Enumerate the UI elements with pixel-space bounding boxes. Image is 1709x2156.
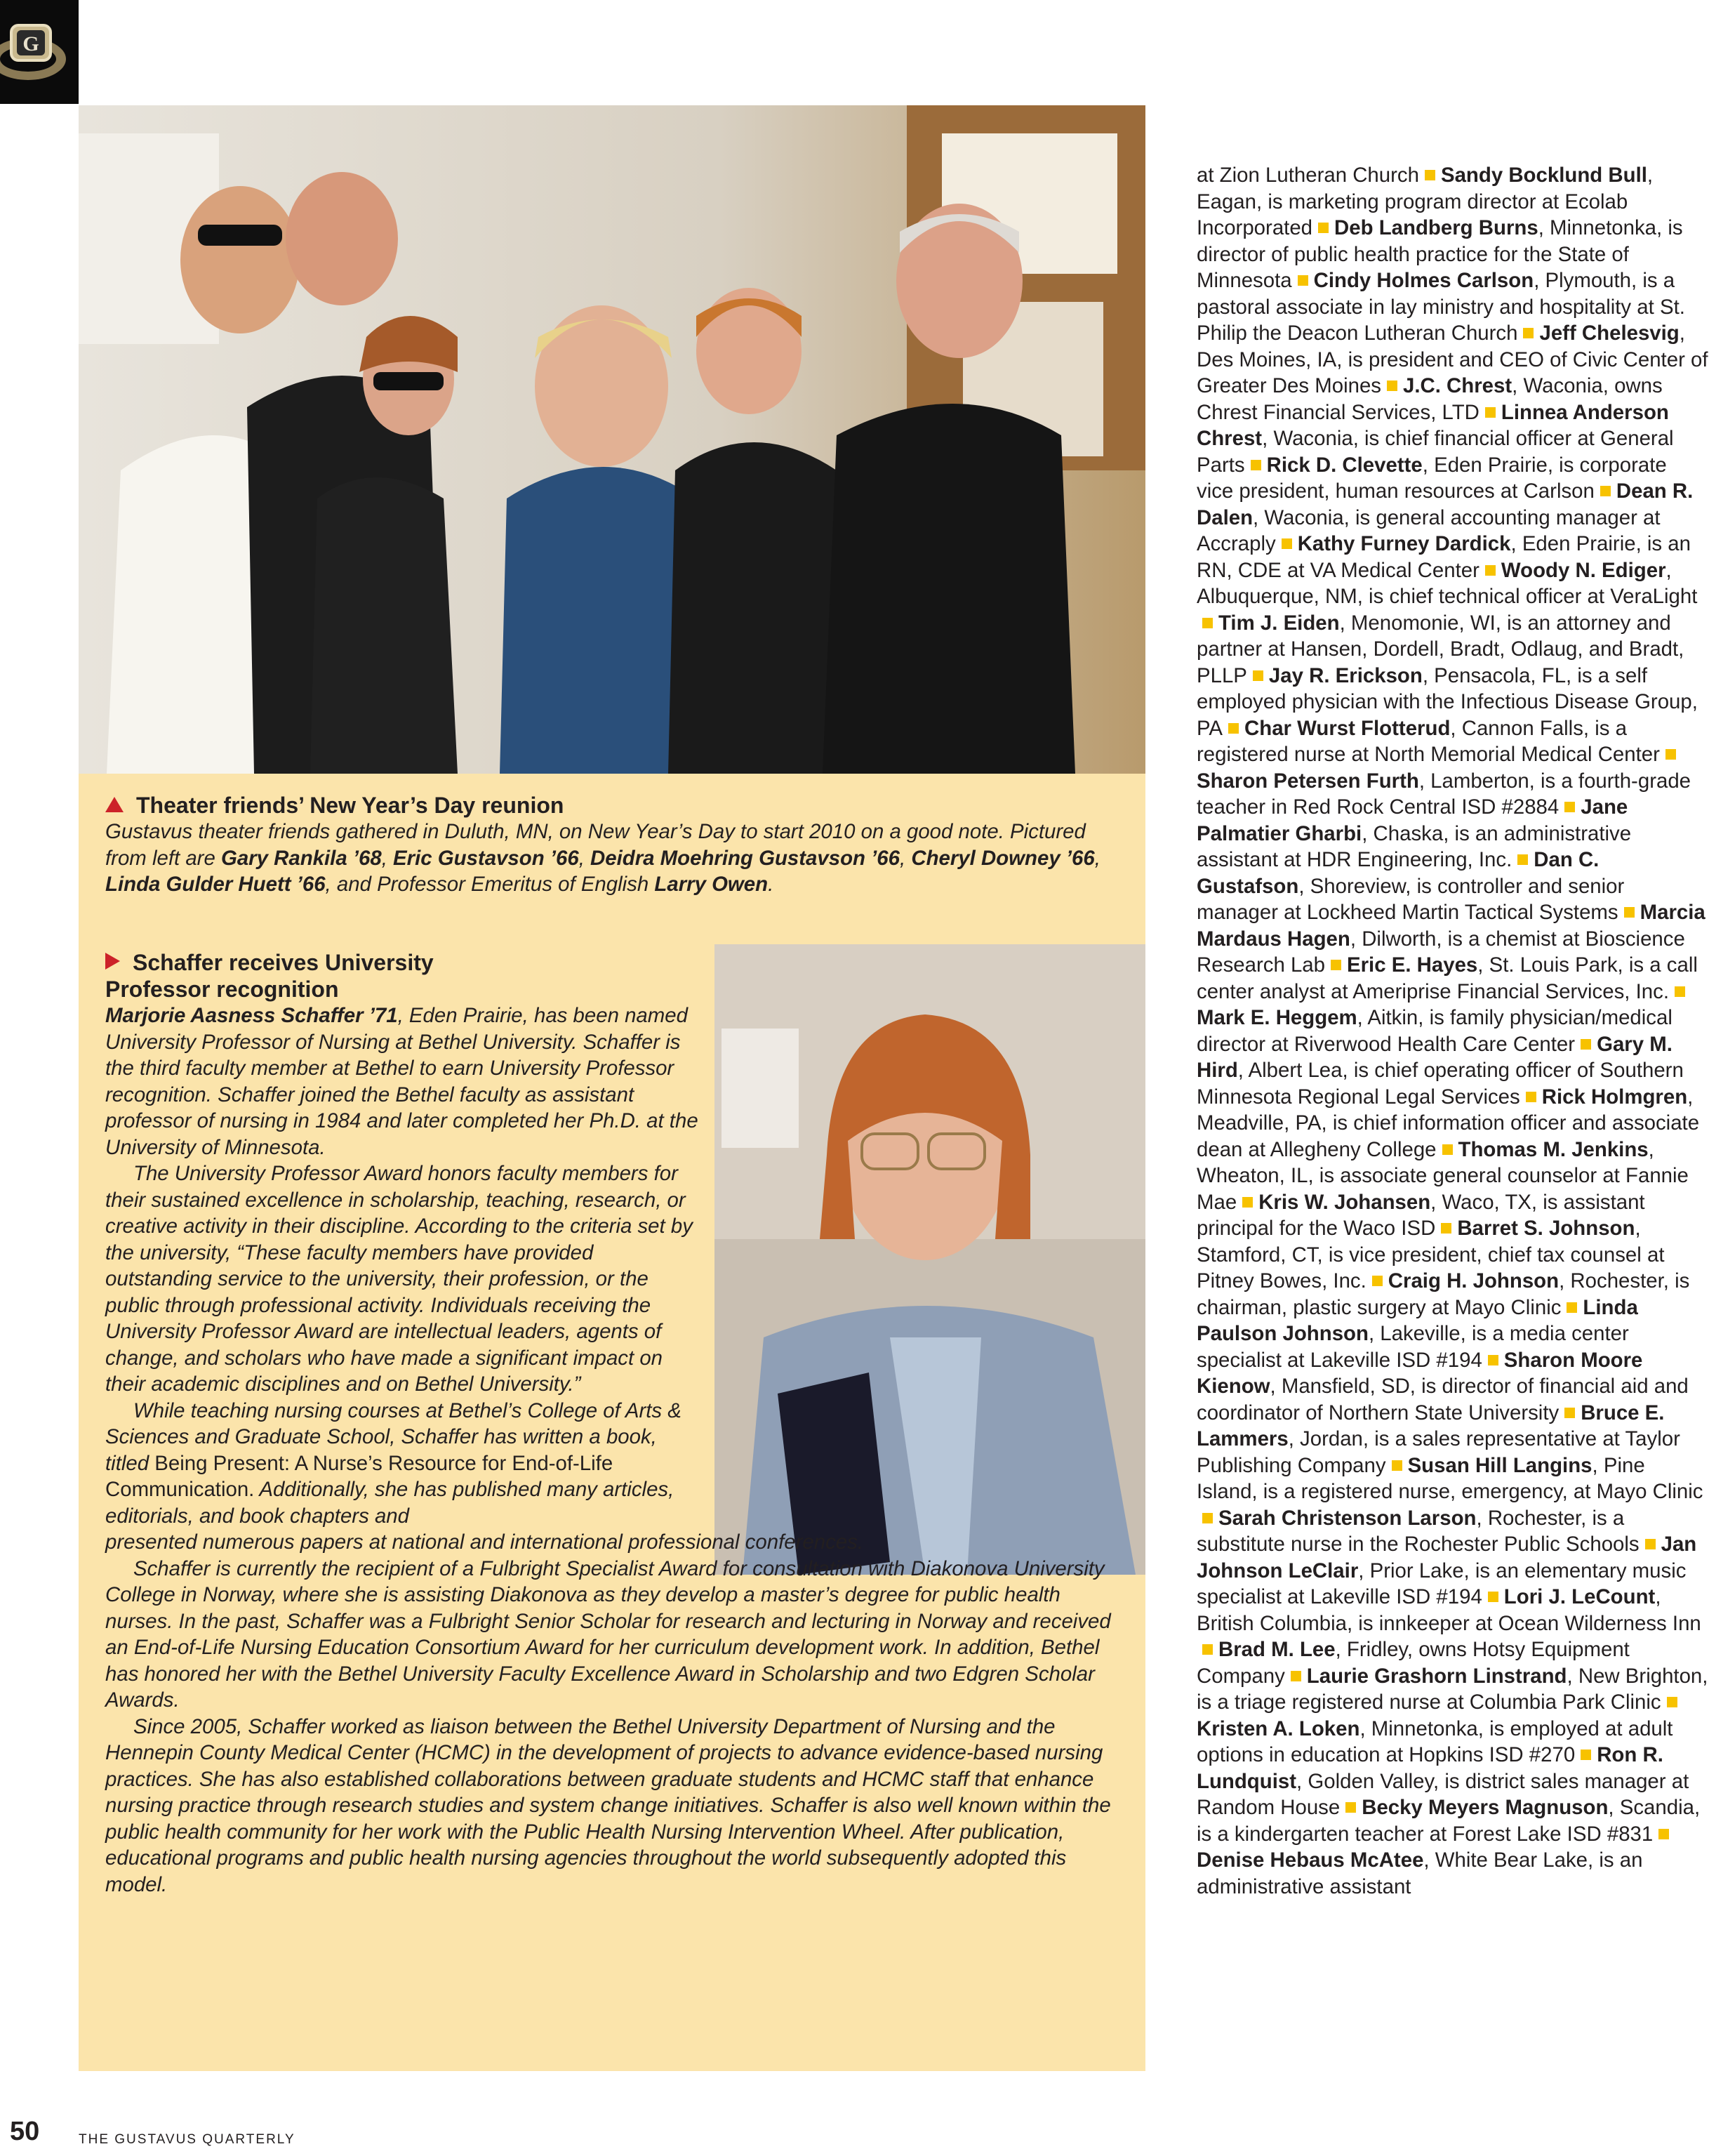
alumni-name: Eric E. Hayes — [1347, 953, 1478, 977]
alumni-name: Becky Meyers Magnuson — [1362, 1796, 1609, 1819]
bullet-square-icon — [1667, 1697, 1677, 1707]
alumni-name: Linnea Anderson Chrest — [1197, 400, 1669, 450]
alumni-name: Woody N. Ediger — [1501, 558, 1666, 582]
alumni-note: , Mansfield, SD, is director of financial aid and coordinator of Northern State University — [1197, 1375, 1689, 1424]
alumni-note: , White Bear Lake, is an administrative assistant — [1197, 1849, 1643, 1898]
caption-sep: , — [578, 846, 591, 870]
caption-sep: , and Professor Emeritus of English — [325, 873, 655, 896]
alumni-note: , Scandia, is a kindergarten teacher at Forest Lake ISD #831 — [1197, 1796, 1701, 1846]
bullet-square-icon — [1318, 223, 1329, 233]
bullet-square-icon — [1488, 1355, 1498, 1365]
alumni-note: , Golden Valley, is district sales manager at Random House — [1197, 1769, 1689, 1819]
bullet-square-icon — [1600, 486, 1611, 496]
alumni-note: , Menomonie, WI, is an attorney and partner at Hansen, Dordell, Bradt, Odlaug, and Bradt, PLLP — [1197, 611, 1684, 687]
schaffer-p4-text: Schaffer is currently the recipient of a Fulbright Specialist Award for consultation with Diakonova University College in Norway, where she is assisting Diakonova as they develop a master’s degree for public health nurses. In the past, Schaffer was a Fulbright Senior Scholar for research and lecturing in Norway and received an End-of-Life Nursing Education Consortium Award for her curriculum development work. In addition, Bethel has honored her with the Bethel University Faculty Excellence Award in Scholarship and two Edgren Scholar Awards. — [105, 1556, 1111, 1712]
bullet-square-icon — [1372, 1276, 1383, 1286]
caption-name: Gary Rankila ’68 — [220, 846, 382, 870]
bullet-square-icon — [1331, 960, 1341, 970]
schaffer-article — [105, 949, 1130, 1898]
schaffer-title — [105, 949, 1130, 1003]
alumni-name: Sharon Moore Kienow — [1197, 1348, 1643, 1398]
alumni-note: , Plymouth, is a pastoral associate in lay ministry and hospitality at St. Philip the Deacon Lutheran Church — [1197, 269, 1685, 345]
schaffer-title-line2: Professor recognition — [105, 977, 339, 1002]
bullet-square-icon — [1645, 1539, 1656, 1549]
alumni-note: , Meadville, PA, is chief information officer and associate dean at Allegheny College — [1197, 1085, 1700, 1161]
bullet-square-icon — [1567, 1302, 1577, 1313]
alumni-note: , Lakeville, is a media center specialist at Lakeville ISD #194 — [1197, 1322, 1629, 1372]
bullet-square-icon — [1526, 1092, 1536, 1102]
alumni-name: Brad M. Lee — [1218, 1638, 1336, 1661]
caption-name: Deidra Moehring Gustavson ’66 — [590, 846, 900, 870]
schaffer-paragraph — [105, 1003, 702, 1160]
schaffer-name: Marjorie Aasness Schaffer ’71 — [105, 1004, 398, 1027]
alumni-note: , Waconia, is general accounting manager at Accraply — [1197, 505, 1661, 555]
alumni-note: , St. Louis Park, is a call center analyst at Ameriprise Financial Services, Inc. — [1197, 953, 1698, 1003]
alumni-note: , Minnetonka, is employed at adult options in education at Hopkins ISD #270 — [1197, 1717, 1673, 1766]
bullet-square-icon — [1202, 1513, 1213, 1523]
alumni-name: Dan C. Gustafson — [1197, 848, 1600, 898]
schaffer-paragraph — [105, 1714, 1130, 1898]
caption-sep: . — [768, 873, 774, 896]
bullet-square-icon — [1658, 1829, 1669, 1839]
reunion-caption-text — [105, 819, 1130, 898]
bullet-square-icon — [1202, 1644, 1213, 1655]
alumni-name: Rick D. Clevette — [1266, 453, 1423, 477]
alumni-name: Jane Palmatier Gharbi — [1197, 795, 1628, 845]
caption-sep: , — [900, 846, 912, 870]
caption-name: Linda Gulder Huett ’66 — [105, 873, 326, 896]
reunion-caption-title: Theater friends’ New Year’s Day reunion — [136, 793, 564, 818]
alumni-note: , Minnetonka, is director of public health practice for the State of Minnesota — [1197, 216, 1683, 292]
bullet-square-icon — [1523, 328, 1534, 338]
bullet-square-icon — [1485, 565, 1496, 576]
alumni-note: , Waconia, owns Chrest Financial Services, LTD — [1197, 374, 1663, 424]
alumni-note: , Prior Lake, is an elementary music specialist at Lakeville ISD #194 — [1197, 1559, 1687, 1608]
alumni-name: Jay R. Erickson — [1268, 663, 1423, 687]
alumni-note: , Eagan, is marketing program director at Ecolab Incorporated — [1197, 164, 1654, 239]
bullet-square-icon — [1425, 170, 1435, 180]
alumni-note: , Aitkin, is family physician/medical director at Riverwood Health Care Center — [1197, 1006, 1673, 1056]
class-notes-column — [1197, 162, 1709, 1900]
alumni-name: Linda Paulson Johnson — [1197, 1295, 1638, 1345]
alumni-name: Cindy Holmes Carlson — [1313, 269, 1534, 292]
bullet-square-icon — [1387, 381, 1397, 391]
bullet-square-icon — [1392, 1460, 1402, 1471]
schaffer-p3-text-end: presented numerous papers at national and international professional conferences. — [105, 1530, 863, 1554]
alumni-name: Gary M. Hird — [1197, 1032, 1673, 1082]
schaffer-title-line1: Schaffer receives University — [133, 950, 434, 975]
bullet-square-icon — [1228, 723, 1239, 734]
book-title: Being Present: A Nurse’s Resource for End-of-Life Communication. — [105, 1451, 613, 1501]
alumni-name: Lori J. LeCount — [1503, 1585, 1656, 1608]
alumni-note: , Wheaton, IL, is associate general counselor at Fannie Mae — [1197, 1137, 1689, 1214]
class-notes-lead-in: at Zion Lutheran Church — [1197, 164, 1419, 187]
alumni-name: Thomas M. Jenkins — [1458, 1137, 1649, 1161]
bullet-square-icon — [1485, 407, 1496, 418]
alumni-note: , Cannon Falls, is a registered nurse at North Memorial Medical Center — [1197, 716, 1660, 766]
alumni-note: , Pensacola, FL, is a self employed physician with the Infectious Disease Group, PA — [1197, 663, 1698, 740]
bullet-square-icon — [1253, 670, 1263, 681]
alumni-name: Laurie Grashorn Linstrand — [1306, 1664, 1567, 1688]
bullet-square-icon — [1488, 1592, 1498, 1602]
running-footer: THE GUSTAVUS QUARTERLY — [79, 2132, 295, 2147]
bullet-square-icon — [1202, 618, 1213, 628]
alumni-note: , Albuquerque, NM, is chief technical officer at VeraLight — [1197, 558, 1698, 608]
alumni-name: J.C. Chrest — [1402, 374, 1512, 397]
schaffer-p5-text: Since 2005, Schaffer worked as liaison between the Bethel University Department of Nursing and the Hennepin County Medical Center (HCMC) in the development of projects to advance evidence-based nursing practices. She has also established collaborations between graduate students and HCMC staff that enhance nursing practice through research studies and system change initiatives. Schaffer is also well known within the public health community for her work with the Public Health Nursing Intervention Wheel. After publication, educational programs and public health nursing agencies throughout the world subsequently adopted this model. — [105, 1714, 1111, 1896]
class-ring-g-icon — [0, 18, 70, 86]
alumni-note: , Des Moines, IA, is president and CEO of Civic Center of Greater Des Moines — [1197, 322, 1708, 397]
schaffer-p2-text: The University Professor Award honors faculty members for their sustained excellence in scholarship, teaching, research, or creative activity in their discipline. According to the criteria set by the university, “These faculty members have provided outstanding service to the university, their profession, or the public through professional activity. Individuals receiving the University Professor Award are intellectual leaders, agents of change, and scholars who have made a significant impact on their academic disciplines and on Bethel University.” — [105, 1162, 693, 1396]
bullet-square-icon — [1665, 749, 1676, 760]
bullet-square-icon — [1298, 275, 1308, 286]
alumni-name: Tim J. Eiden — [1218, 611, 1340, 635]
alumni-note: , Rochester, is chairman, plastic surgery at Mayo Clinic — [1197, 1269, 1690, 1319]
alumni-note: , Chaska, is an administrative assistant at HDR Engineering, Inc. — [1197, 821, 1632, 871]
caption-sep: , — [1094, 846, 1100, 870]
alumni-name: Craig H. Johnson — [1388, 1269, 1560, 1292]
alumni-name: Kris W. Johansen — [1258, 1190, 1431, 1214]
schaffer-paragraph — [105, 1160, 702, 1398]
triangle-right-icon — [105, 953, 120, 970]
alumni-name: Char Wurst Flotterud — [1244, 716, 1451, 740]
bullet-square-icon — [1624, 907, 1635, 918]
bullet-square-icon — [1441, 1223, 1451, 1234]
alumni-note: , Albert Lea, is chief operating officer of Southern Minnesota Regional Legal Services — [1197, 1059, 1684, 1109]
alumni-name: Rick Holmgren — [1541, 1085, 1688, 1109]
alumni-name: Denise Hebaus McAtee — [1197, 1849, 1424, 1872]
alumni-name: Sharon Petersen Furth — [1197, 769, 1419, 793]
bullet-square-icon — [1282, 538, 1292, 549]
bullet-square-icon — [1251, 460, 1261, 470]
schaffer-paragraph — [105, 1556, 1130, 1714]
alumni-name: Bruce E. Lammers — [1197, 1401, 1665, 1450]
alumni-note: , Dilworth, is a chemist at Bioscience Research Lab — [1197, 927, 1685, 977]
class-ring-logo — [0, 0, 79, 104]
schaffer-p1-text: , Eden Prairie, has been named University Professor of Nursing at Bethel University. Schaffer is the third faculty member at Bethel to earn University Professor recognition. Schaffer joined the Bethel faculty as assistant professor of nursing in 1984 and later completed her Ph.D. at the University of Minnesota. — [105, 1004, 698, 1159]
alumni-note: , Rochester, is a substitute nurse in the Rochester Public Schools — [1197, 1506, 1640, 1556]
caption-name: Larry Owen — [654, 873, 769, 896]
alumni-name: Barret S. Johnson — [1457, 1217, 1635, 1240]
caption-name: Eric Gustavson ’66 — [393, 846, 579, 870]
reunion-caption-title-line — [105, 792, 1130, 819]
alumni-name: Kristen A. Loken — [1197, 1717, 1360, 1740]
schaffer-paragraph — [105, 1398, 702, 1530]
alumni-name: Marcia Mardaus Hagen — [1197, 901, 1705, 951]
caption-name: Cheryl Downey ’66 — [911, 846, 1095, 870]
alumni-note: , Eden Prairie, is an RN, CDE at VA Medical Center — [1197, 532, 1691, 582]
alumni-note: , Stamford, CT, is vice president, chief tax counsel at Pitney Bowes, Inc. — [1197, 1217, 1665, 1292]
schaffer-paragraph — [105, 1529, 1130, 1556]
alumni-name: Dean R. Dalen — [1197, 480, 1694, 529]
schaffer-p3-text-cont: Additionally, she has published many articles, editorials, and book chapters and — [105, 1478, 674, 1528]
alumni-note: , British Columbia, is innkeeper at Ocean Wilderness Inn — [1197, 1585, 1701, 1635]
bullet-square-icon — [1675, 986, 1685, 997]
reunion-group-photo — [79, 105, 1145, 774]
alumni-name: Ron R. Lundquist — [1197, 1743, 1663, 1793]
bullet-square-icon — [1345, 1802, 1356, 1813]
bullet-square-icon — [1581, 1039, 1591, 1050]
alumni-name: Sandy Bocklund Bull — [1440, 164, 1647, 187]
reunion-caption — [105, 792, 1130, 898]
alumni-note: , Jordan, is a sales representative at Taylor Publishing Company — [1197, 1427, 1680, 1477]
alumni-note: , Waco, TX, is assistant principal for the Waco ISD — [1197, 1190, 1645, 1240]
alumni-name: Susan Hill Langins — [1407, 1453, 1592, 1477]
alumni-name: Sarah Christenson Larson — [1218, 1506, 1477, 1530]
bullet-square-icon — [1564, 1408, 1575, 1418]
alumni-name: Kathy Furney Dardick — [1297, 532, 1511, 555]
alumni-note: , Pine Island, is a registered nurse, emergency, at Mayo Clinic — [1197, 1453, 1703, 1503]
schaffer-p3-text: While teaching nursing courses at Bethel’s College of Arts & Sciences and Graduate School, Schaffer has written a book, titled — [105, 1398, 681, 1475]
alumni-name: Jan Johnson LeClair — [1197, 1533, 1697, 1582]
caption-sep: , — [381, 846, 394, 870]
alumni-note: , Fridley, owns Hotsy Equipment Company — [1197, 1638, 1630, 1688]
alumni-note: , Lamberton, is a fourth-grade teacher in Red Rock Central ISD #2884 — [1197, 769, 1691, 819]
caption-lead: Gustavus theater friends gathered in Duluth, MN, on New Year’s Day to start 2010 on a good note. Pictured from left are — [105, 820, 1086, 870]
schaffer-narrow-column — [105, 1003, 702, 1529]
bullet-square-icon — [1517, 854, 1528, 865]
alumni-note: , New Brighton, is a triage registered nurse at Columbia Park Clinic — [1197, 1664, 1708, 1714]
bullet-square-icon — [1442, 1144, 1453, 1155]
alumni-name: Deb Landberg Burns — [1334, 216, 1538, 239]
svg-text:G: G — [22, 32, 39, 55]
triangle-up-icon — [105, 797, 124, 812]
alumni-note: , Waconia, is chief financial officer at General Parts — [1197, 427, 1674, 477]
bullet-square-icon — [1564, 802, 1575, 812]
bullet-square-icon — [1291, 1671, 1301, 1681]
bullet-square-icon — [1242, 1197, 1253, 1208]
page-number: 50 — [10, 2117, 40, 2146]
alumni-name: Jeff Chelesvig — [1539, 322, 1680, 345]
alumni-note: , Shoreview, is controller and senior manager at Lockheed Martin Tactical Systems — [1197, 874, 1625, 924]
bullet-square-icon — [1581, 1750, 1591, 1760]
alumni-note: , Eden Prairie, is corporate vice president, human resources at Carlson — [1197, 453, 1667, 503]
alumni-name: Mark E. Heggem — [1197, 1006, 1357, 1029]
